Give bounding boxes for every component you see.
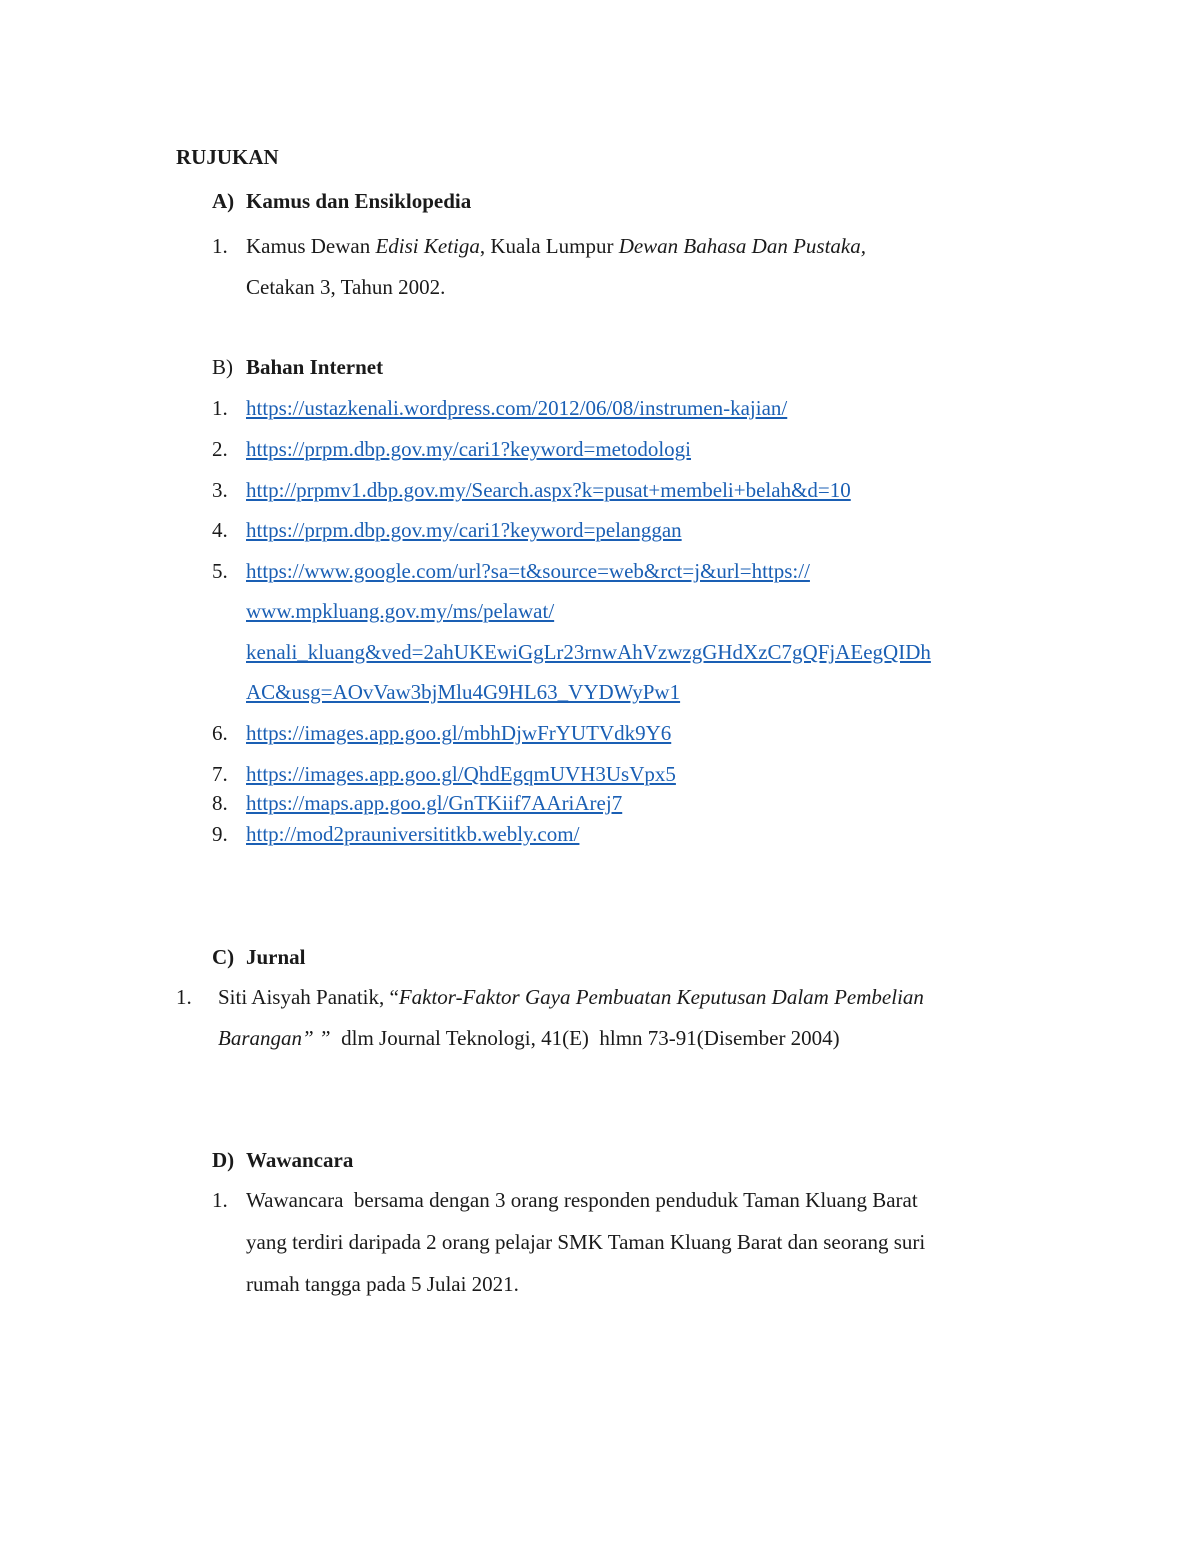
section-d-item-line-1: Wawancara bersama dengan 3 orang responden penduduk Taman Kluang Barat — [246, 1188, 918, 1212]
internet-link-5-line-3[interactable]: kenali_kluang&ved=2ahUKEwiGgLr23rnwAhVzwzgGHdXzC7gQFjAEegQIDh — [246, 640, 931, 664]
section-a-title: Kamus dan Ensiklopedia — [246, 189, 472, 213]
section-c-item-line-1 — [218, 985, 924, 1010]
link-number: 8. — [212, 791, 228, 815]
link-number: 1. — [212, 396, 228, 420]
italic-text: Edisi Ketiga — [375, 234, 480, 258]
italic-text: Barangan” ” — [218, 1026, 331, 1050]
section-c-item-line-2 — [218, 1026, 840, 1051]
text: dlm Journal Teknologi, 41(E) hlmn 73-91(Disember 2004) — [330, 1026, 840, 1050]
section-a-item-line-2: Cetakan 3, Tahun 2002. — [246, 275, 446, 299]
section-d-letter: D) — [212, 1148, 235, 1172]
link-number: 6. — [212, 721, 228, 745]
link-number: 9. — [212, 822, 228, 846]
page-title: RUJUKAN — [176, 145, 279, 169]
section-d-item-number: 1. — [212, 1188, 228, 1212]
section-a-letter: A) — [212, 189, 235, 213]
internet-link-3[interactable]: http://prpmv1.dbp.gov.my/Search.aspx?k=pusat+membeli+belah&d=10 — [246, 478, 851, 502]
link-number: 2. — [212, 437, 228, 461]
link-number: 7. — [212, 762, 228, 786]
text: , Kuala Lumpur — [479, 234, 619, 258]
section-d-title: Wawancara — [246, 1148, 354, 1172]
italic-text: Faktor-Faktor Gaya Pembuatan Keputusan Dalam Pembelian — [398, 985, 924, 1009]
internet-link-4[interactable]: https://prpm.dbp.gov.my/cari1?keyword=pelanggan — [246, 518, 682, 542]
section-b-title: Bahan Internet — [246, 355, 384, 379]
internet-link-1[interactable]: https://ustazkenali.wordpress.com/2012/06/08/instrumen-kajian/ — [246, 396, 788, 420]
internet-link-6[interactable]: https://images.app.goo.gl/mbhDjwFrYUTVdk9Y6 — [246, 721, 672, 745]
internet-link-2[interactable]: https://prpm.dbp.gov.my/cari1?keyword=metodologi — [246, 437, 691, 461]
italic-text: Dewan Bahasa Dan Pustaka, — [618, 234, 867, 258]
internet-link-7[interactable]: https://images.app.goo.gl/QhdEgqmUVH3UsVpx5 — [246, 762, 676, 786]
text: Siti Aisyah Panatik, “ — [218, 985, 399, 1009]
internet-link-5-line-2[interactable]: www.mpkluang.gov.my/ms/pelawat/ — [246, 599, 555, 623]
text: Kamus Dewan — [246, 234, 376, 258]
link-number: 4. — [212, 518, 228, 542]
internet-link-5-line-4[interactable]: AC&usg=AOvVaw3bjMlu4G9HL63_VYDWyPw1 — [246, 680, 681, 704]
section-a-item-line-1 — [246, 234, 866, 259]
internet-link-9[interactable]: http://mod2prauniversititkb.webly.com/ — [246, 822, 580, 846]
section-c-letter: C) — [212, 945, 235, 969]
section-c-item-number: 1. — [176, 985, 192, 1009]
link-number: 3. — [212, 478, 228, 502]
link-number: 5. — [212, 559, 228, 583]
section-c-title: Jurnal — [246, 945, 306, 969]
internet-link-8[interactable]: https://maps.app.goo.gl/GnTKiif7AAriArej7 — [246, 791, 623, 815]
section-a-item-number: 1. — [212, 234, 228, 258]
section-d-item-line-3: rumah tangga pada 5 Julai 2021. — [246, 1272, 519, 1296]
section-b-letter: B) — [212, 355, 233, 379]
internet-link-5-line-1[interactable]: https://www.google.com/url?sa=t&source=web&rct=j&url=https:// — [246, 559, 810, 583]
section-d-item-line-2: yang terdiri daripada 2 orang pelajar SMK Taman Kluang Barat dan seorang suri — [246, 1230, 926, 1254]
